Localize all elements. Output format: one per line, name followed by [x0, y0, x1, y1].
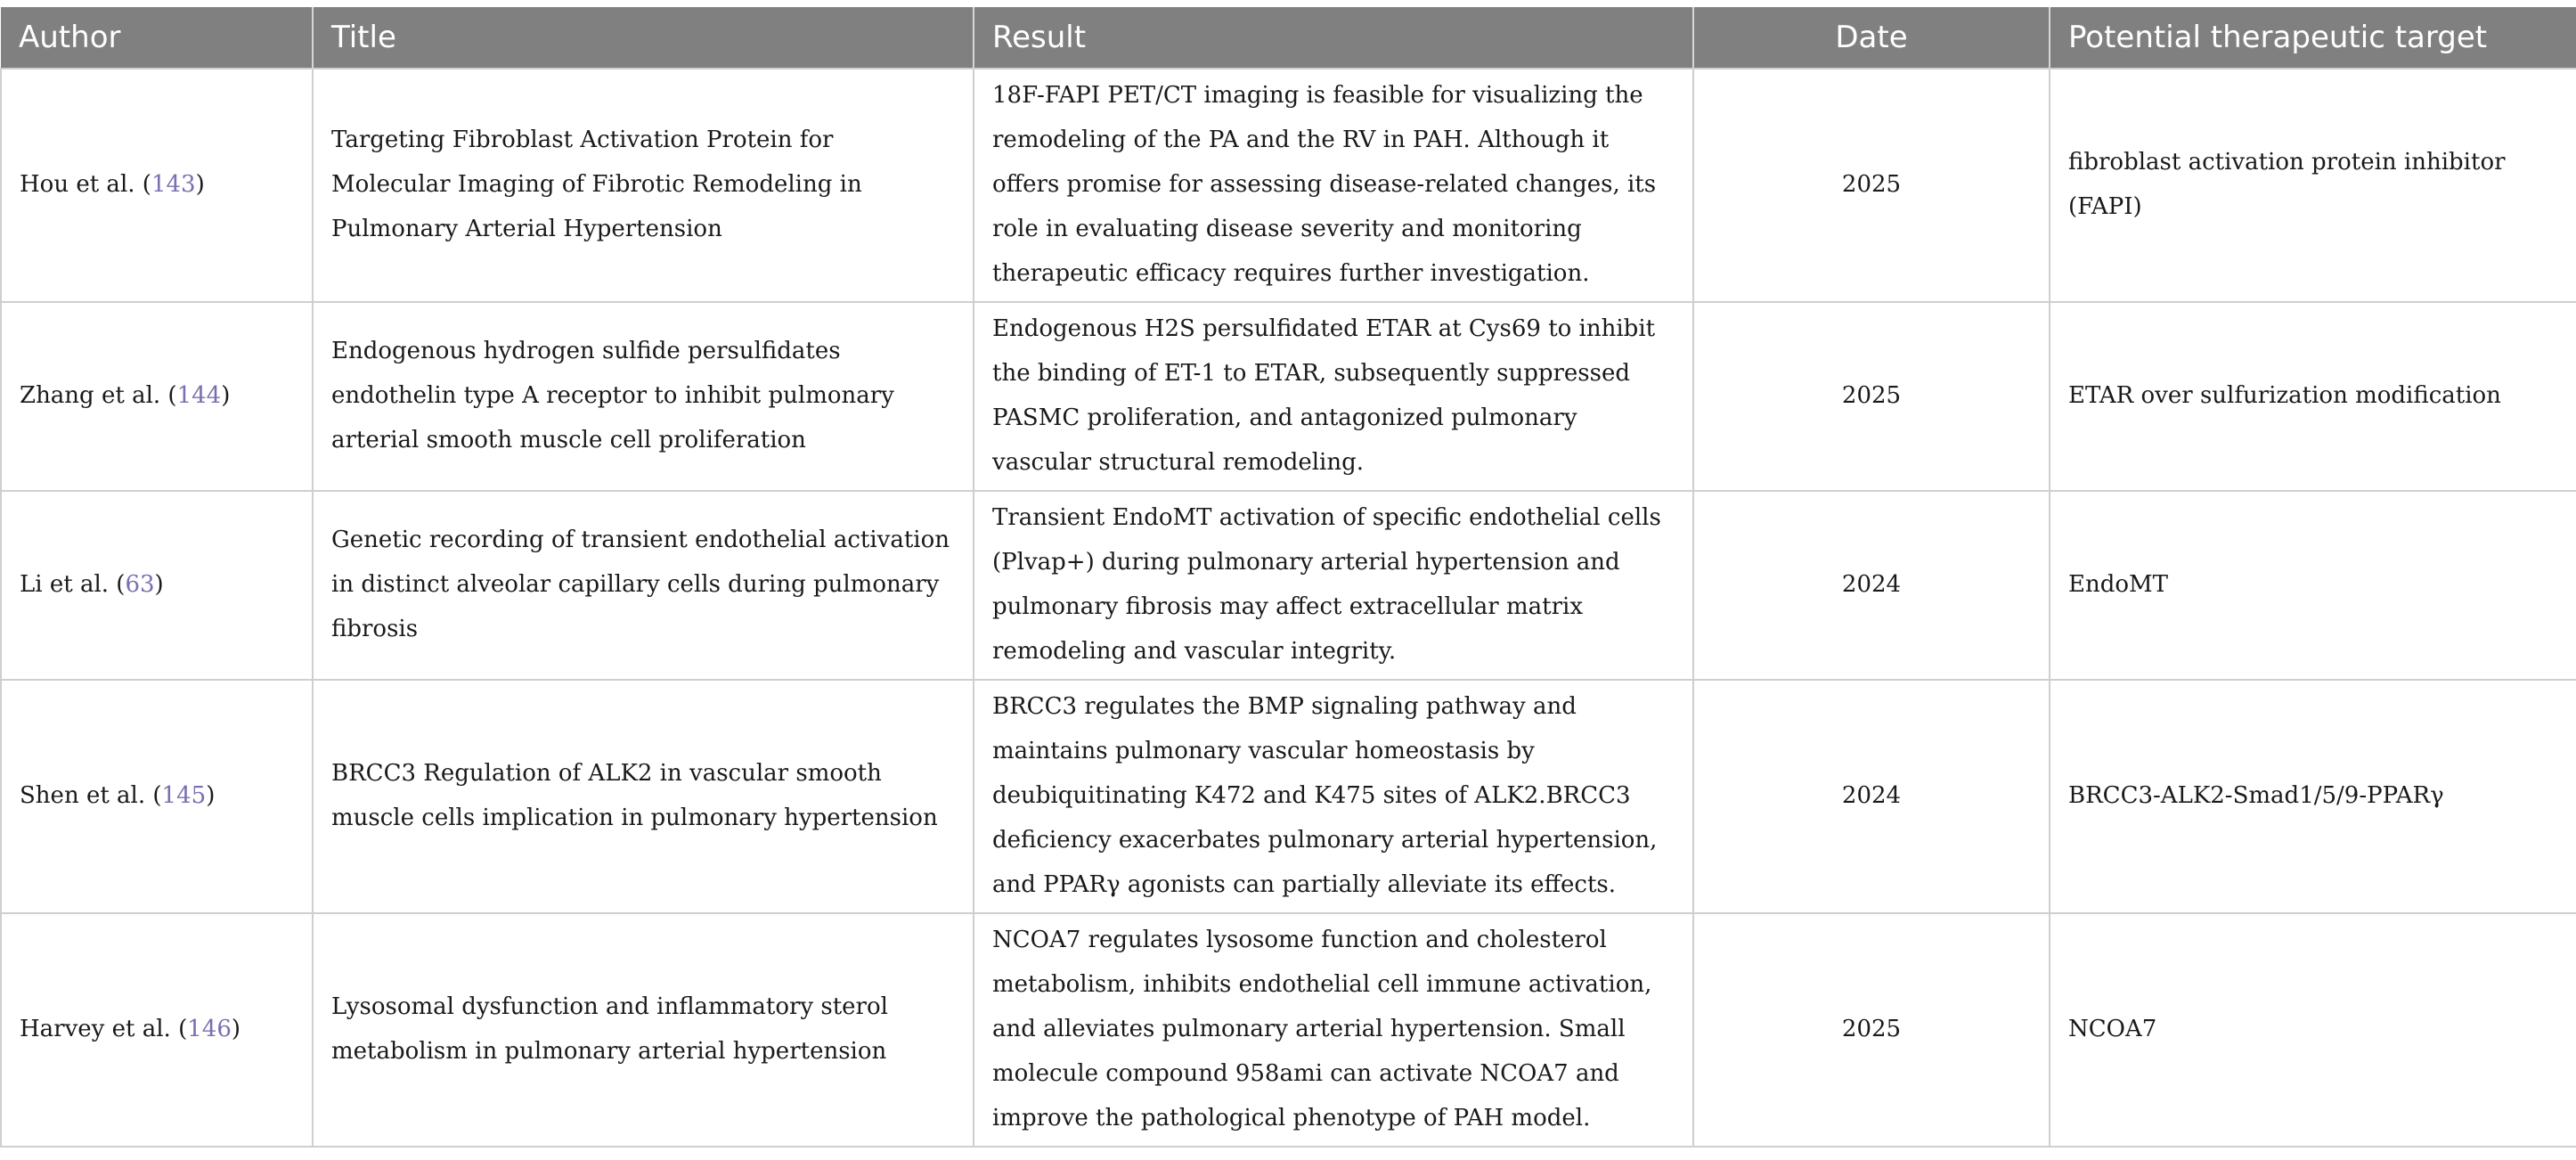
- author-close: ): [206, 782, 216, 809]
- research-table: [0, 7, 2576, 1148]
- result-cell: NCOA7 regulates lysosome function and cholesterol metabolism, inhibits endothelial cell immune activation, and alleviates pulmonary arterial hypertension. Small molecule compound 958ami can activate NCOA7 and improve the pathological phenotype of PAH model.: [974, 913, 1693, 1147]
- header-author: Author: [1, 7, 313, 69]
- author-close: ): [154, 571, 164, 598]
- author-close: ): [231, 1016, 241, 1042]
- table-row: [1, 680, 2576, 913]
- author-cell: [1, 491, 313, 680]
- author-cell: [1, 69, 313, 302]
- reference-link[interactable]: 146: [187, 1016, 232, 1042]
- title-cell: Targeting Fibroblast Activation Protein for Molecular Imaging of Fibrotic Remodeling in Pulmonary Arterial Hypertension: [313, 69, 974, 302]
- author-close: ): [195, 171, 205, 198]
- header-result: Result: [974, 7, 1693, 69]
- header-row: [1, 7, 2576, 69]
- reference-link[interactable]: 143: [151, 171, 196, 198]
- table-row: [1, 302, 2576, 491]
- header-title: Title: [313, 7, 974, 69]
- target-cell: ETAR over sulfurization modification: [2050, 302, 2576, 491]
- title-cell: Lysosomal dysfunction and inflammatory sterol metabolism in pulmonary arterial hypertension: [313, 913, 974, 1147]
- author-name: Harvey et al. (: [20, 1016, 188, 1042]
- table-header: [1, 7, 2576, 69]
- result-cell: Endogenous H2S persulfidated ETAR at Cys69 to inhibit the binding of ET-1 to ETAR, subsequently suppressed PASMC proliferation, and antagonized pulmonary vascular structural remodeling.: [974, 302, 1693, 491]
- target-cell: fibroblast activation protein inhibitor (FAPI): [2050, 69, 2576, 302]
- result-cell: Transient EndoMT activation of specific endothelial cells (Plvap+) during pulmonary arterial hypertension and pulmonary fibrosis may affect extracellular matrix remodeling and vascular integrity.: [974, 491, 1693, 680]
- reference-link[interactable]: 144: [176, 382, 222, 409]
- target-cell: NCOA7: [2050, 913, 2576, 1147]
- header-date: Date: [1693, 7, 2050, 69]
- author-close: ): [221, 382, 231, 409]
- author-cell: [1, 680, 313, 913]
- author-cell: [1, 913, 313, 1147]
- table-body: [1, 69, 2576, 1147]
- title-cell: Endogenous hydrogen sulfide persulfidates endothelin type A receptor to inhibit pulmonary arterial smooth muscle cell proliferation: [313, 302, 974, 491]
- result-cell: 18F-FAPI PET/CT imaging is feasible for visualizing the remodeling of the PA and the RV in PAH. Although it offers promise for assessing disease-related changes, its role in evaluating disease severity and monitoring therapeutic efficacy requires further investigation.: [974, 69, 1693, 302]
- table-row: [1, 491, 2576, 680]
- author-name: Shen et al. (: [20, 782, 162, 809]
- target-cell: EndoMT: [2050, 491, 2576, 680]
- title-cell: BRCC3 Regulation of ALK2 in vascular smooth muscle cells implication in pulmonary hypertension: [313, 680, 974, 913]
- table-row: [1, 913, 2576, 1147]
- result-cell: BRCC3 regulates the BMP signaling pathway and maintains pulmonary vascular homeostasis by deubiquitinating K472 and K475 sites of ALK2.BRCC3 deficiency exacerbates pulmonary arterial hypertension, and PPARγ agonists can partially alleviate its effects.: [974, 680, 1693, 913]
- reference-link[interactable]: 145: [161, 782, 207, 809]
- date-cell: 2025: [1693, 913, 2050, 1147]
- date-cell: 2024: [1693, 491, 2050, 680]
- author-name: Li et al. (: [20, 571, 126, 598]
- reference-link[interactable]: 63: [125, 571, 155, 598]
- table-row: [1, 69, 2576, 302]
- author-cell: [1, 302, 313, 491]
- author-name: Zhang et al. (: [20, 382, 177, 409]
- author-name: Hou et al. (: [20, 171, 151, 198]
- date-cell: 2025: [1693, 302, 2050, 491]
- target-cell: BRCC3-ALK2-Smad1/5/9-PPARγ: [2050, 680, 2576, 913]
- title-cell: Genetic recording of transient endothelial activation in distinct alveolar capillary cells during pulmonary fibrosis: [313, 491, 974, 680]
- date-cell: 2025: [1693, 69, 2050, 302]
- header-target: Potential therapeutic target: [2050, 7, 2576, 69]
- date-cell: 2024: [1693, 680, 2050, 913]
